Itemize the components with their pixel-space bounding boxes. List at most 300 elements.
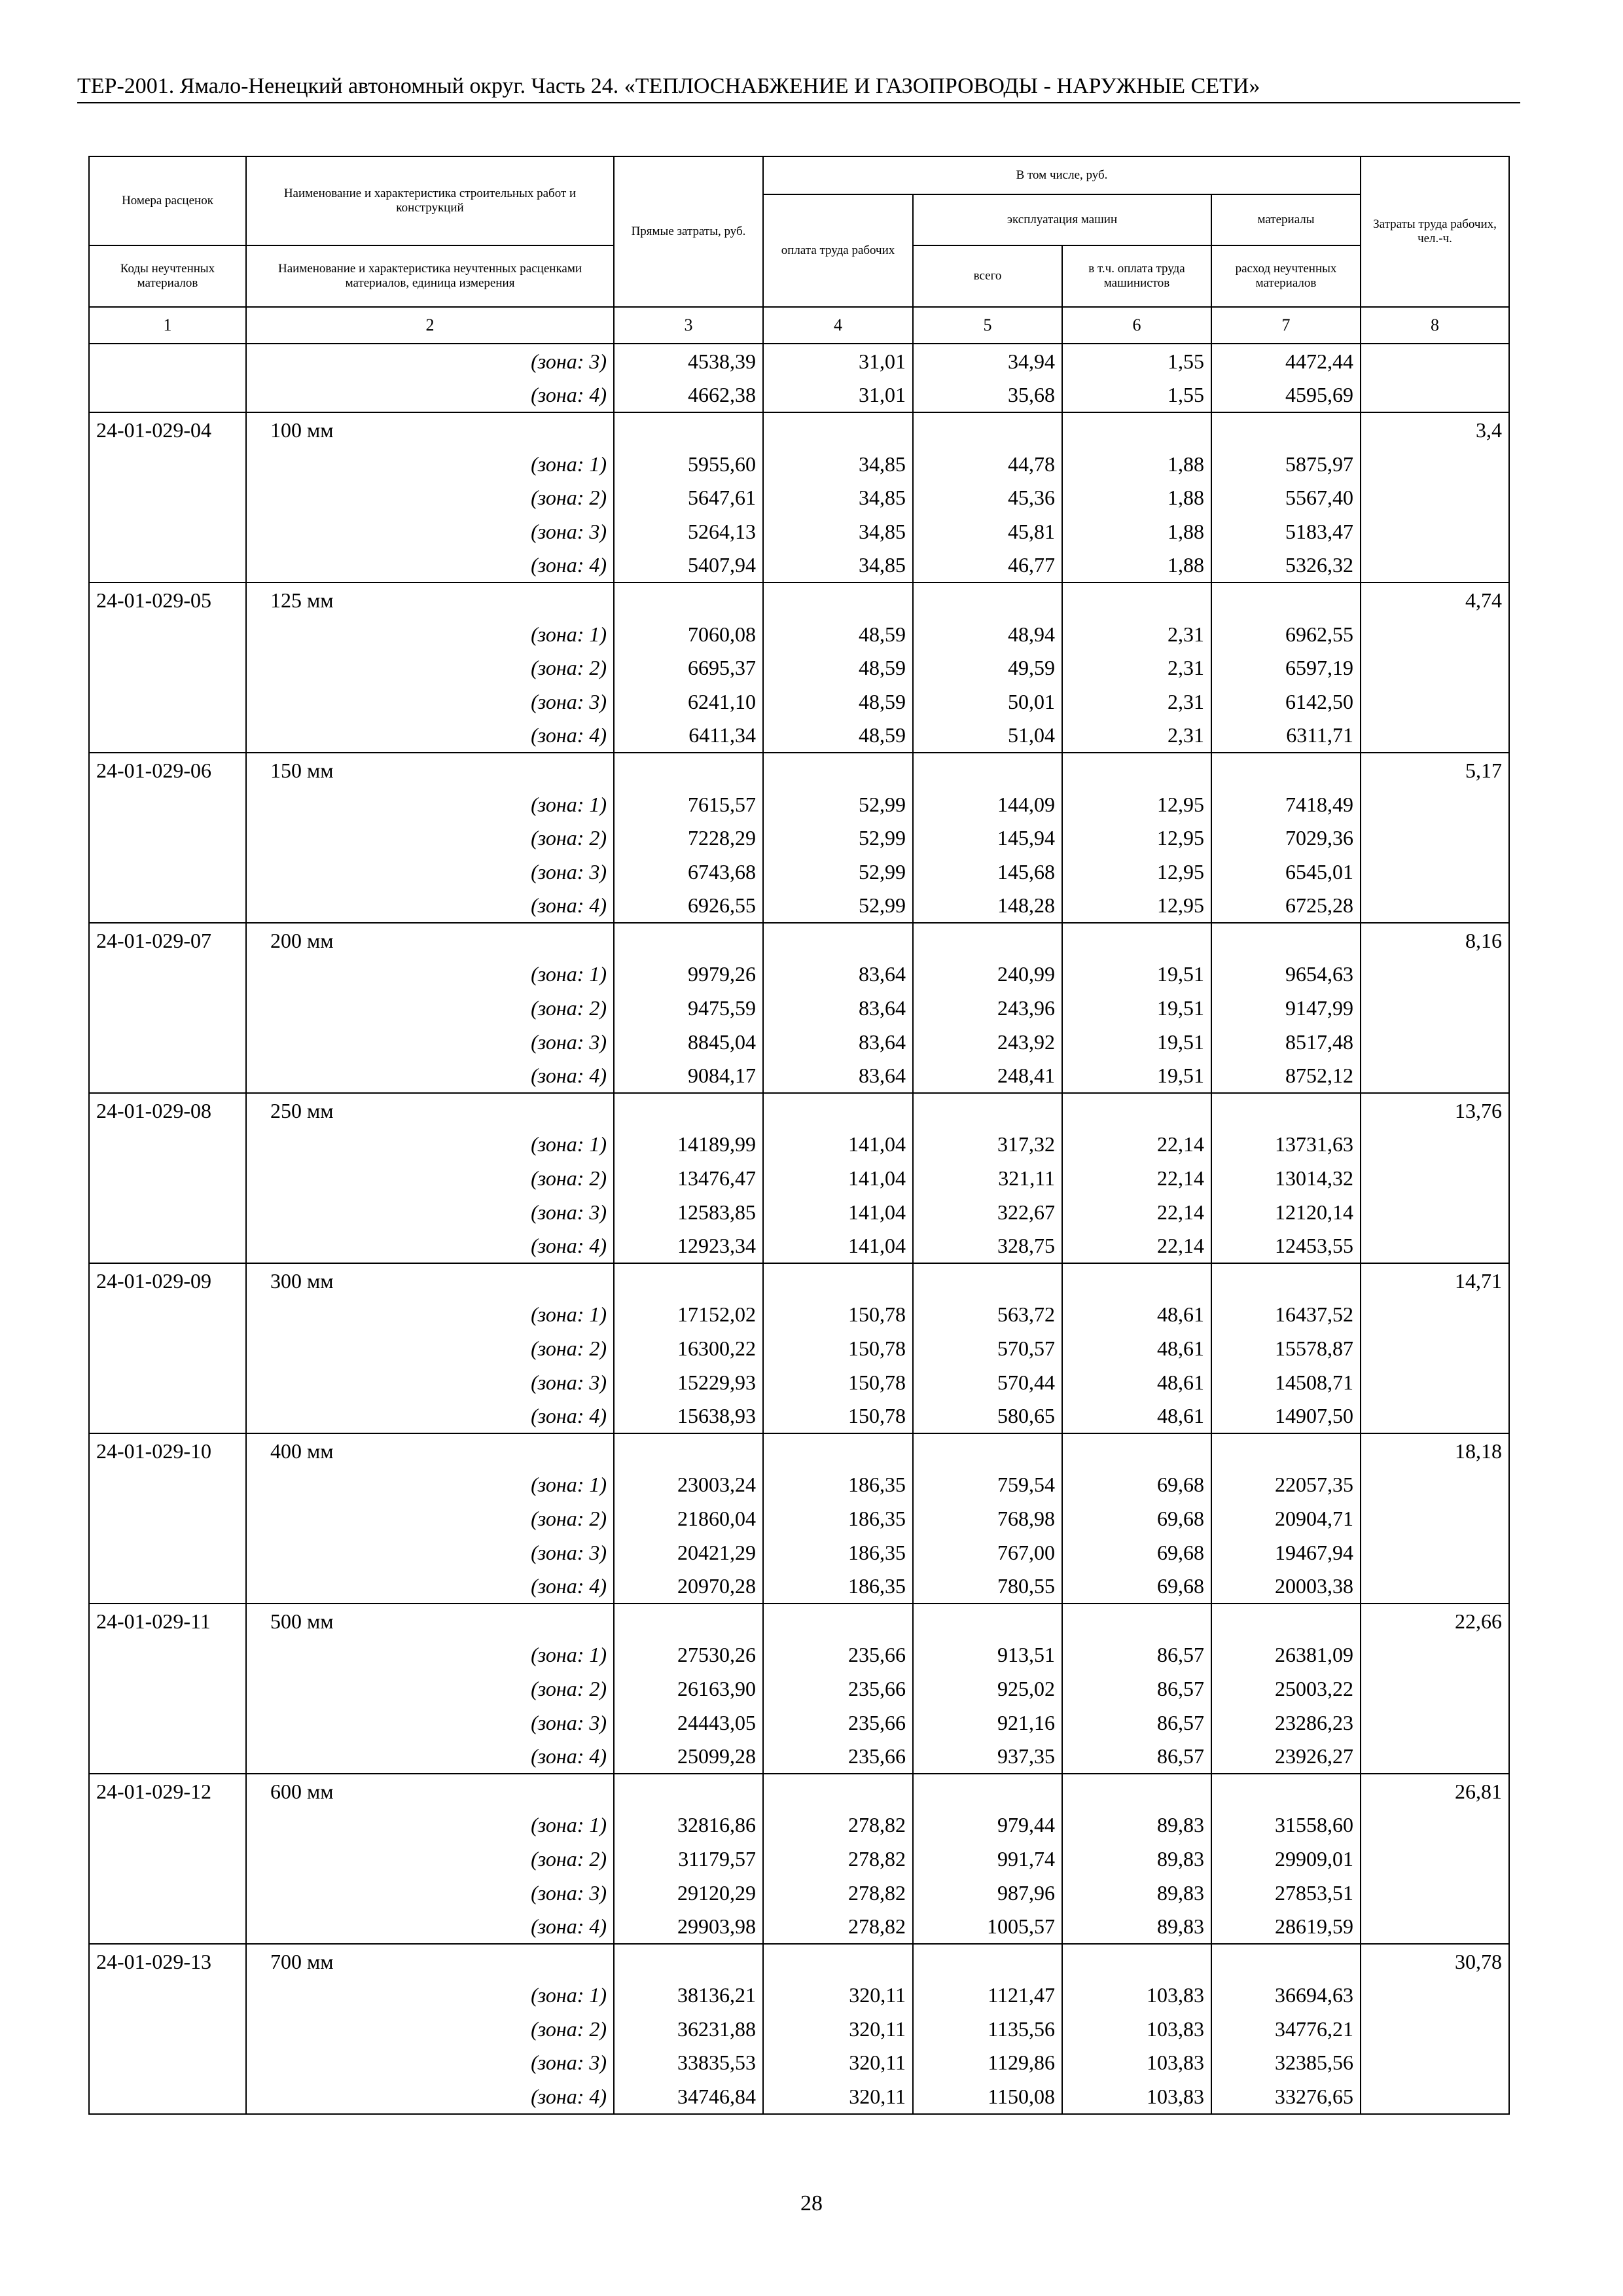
materials-cost: 8752,12 (1211, 1058, 1361, 1093)
machines-total: 148,28 (913, 889, 1062, 924)
work-name: (зона: 1) (246, 958, 614, 992)
materials-cost: 31558,60 (1211, 1808, 1361, 1842)
operator-pay: 103,83 (1062, 2079, 1211, 2114)
work-name: (зона: 3) (246, 685, 614, 719)
operator-pay (1062, 1093, 1211, 1128)
machines-total: 50,01 (913, 685, 1062, 719)
materials-cost: 6142,50 (1211, 685, 1361, 719)
column-number: 1 (89, 307, 246, 344)
direct-costs (614, 1604, 763, 1638)
table-row (89, 2046, 1509, 2080)
direct-costs: 15638,93 (614, 1399, 763, 1433)
operator-pay (1062, 412, 1211, 447)
labor-hours (1361, 787, 1509, 821)
materials-cost: 6545,01 (1211, 855, 1361, 889)
direct-costs: 9084,17 (614, 1058, 763, 1093)
work-name: (зона: 2) (246, 991, 614, 1025)
labor-hours (1361, 447, 1509, 481)
work-name: (зона: 2) (246, 1331, 614, 1365)
column-numbers-row (89, 307, 1509, 344)
labor-hours: 13,76 (1361, 1093, 1509, 1128)
rate-code (89, 1128, 246, 1162)
labor-hours (1361, 1365, 1509, 1399)
rate-code (89, 1569, 246, 1604)
table-row (89, 787, 1509, 821)
direct-costs: 24443,05 (614, 1706, 763, 1740)
operator-pay: 19,51 (1062, 1058, 1211, 1093)
table-row (89, 889, 1509, 924)
operator-pay: 1,55 (1062, 344, 1211, 378)
labor-pay (763, 923, 913, 958)
work-name: (зона: 2) (246, 1501, 614, 1535)
materials-cost: 9654,63 (1211, 958, 1361, 992)
rate-code (89, 1909, 246, 1944)
direct-costs (614, 1433, 763, 1468)
machines-total (913, 753, 1062, 787)
table-row (89, 1774, 1509, 1808)
rate-code (89, 1161, 246, 1195)
work-name: (зона: 4) (246, 1399, 614, 1433)
work-name: (зона: 1) (246, 1298, 614, 1332)
operator-pay: 22,14 (1062, 1195, 1211, 1229)
labor-pay: 186,35 (763, 1569, 913, 1604)
work-name: 600 мм (246, 1774, 614, 1808)
operator-pay: 69,68 (1062, 1535, 1211, 1570)
materials-cost: 6597,19 (1211, 651, 1361, 685)
header-material-name: Наименование и характеристика неучтенных расценками материалов, единица измерения (246, 245, 614, 307)
header-materials: материалы (1211, 194, 1361, 245)
table-row (89, 1229, 1509, 1263)
rate-code (89, 685, 246, 719)
work-name: (зона: 4) (246, 1569, 614, 1604)
labor-hours (1361, 1229, 1509, 1263)
operator-pay: 19,51 (1062, 958, 1211, 992)
table-body (89, 344, 1509, 2114)
direct-costs: 7060,08 (614, 617, 763, 651)
machines-total: 1150,08 (913, 2079, 1062, 2114)
rate-code (89, 1739, 246, 1774)
rate-code: 24-01-029-05 (89, 583, 246, 617)
work-name: 100 мм (246, 412, 614, 447)
materials-cost: 6311,71 (1211, 719, 1361, 753)
operator-pay: 2,31 (1062, 617, 1211, 651)
work-name: (зона: 3) (246, 1025, 614, 1059)
direct-costs: 31179,57 (614, 1842, 763, 1876)
operator-pay: 1,55 (1062, 378, 1211, 413)
labor-pay: 52,99 (763, 889, 913, 924)
direct-costs: 15229,93 (614, 1365, 763, 1399)
labor-pay (763, 412, 913, 447)
work-name: (зона: 1) (246, 1808, 614, 1842)
materials-cost: 20904,71 (1211, 1501, 1361, 1535)
labor-pay: 320,11 (763, 2012, 913, 2046)
machines-total: 570,44 (913, 1365, 1062, 1399)
table-row (89, 1501, 1509, 1535)
labor-pay: 34,85 (763, 480, 913, 514)
machines-total: 144,09 (913, 787, 1062, 821)
rate-code (89, 1706, 246, 1740)
rate-code (89, 1331, 246, 1365)
header-direct-costs: Прямые затраты, руб. (614, 156, 763, 307)
direct-costs (614, 583, 763, 617)
machines-total: 248,41 (913, 1058, 1062, 1093)
machines-total: 243,96 (913, 991, 1062, 1025)
direct-costs: 20970,28 (614, 1569, 763, 1604)
operator-pay: 69,68 (1062, 1468, 1211, 1502)
labor-hours: 5,17 (1361, 753, 1509, 787)
direct-costs: 32816,86 (614, 1808, 763, 1842)
operator-pay: 48,61 (1062, 1298, 1211, 1332)
materials-cost: 25003,22 (1211, 1672, 1361, 1706)
labor-pay: 48,59 (763, 651, 913, 685)
materials-cost: 14508,71 (1211, 1365, 1361, 1399)
machines-total: 145,68 (913, 855, 1062, 889)
materials-cost: 26381,09 (1211, 1638, 1361, 1672)
rate-code (89, 1365, 246, 1399)
work-name: (зона: 4) (246, 1909, 614, 1944)
column-number: 8 (1361, 307, 1509, 344)
materials-cost: 16437,52 (1211, 1298, 1361, 1332)
materials-cost: 13014,32 (1211, 1161, 1361, 1195)
labor-pay: 83,64 (763, 991, 913, 1025)
direct-costs: 23003,24 (614, 1468, 763, 1502)
direct-costs: 6241,10 (614, 685, 763, 719)
materials-cost: 9147,99 (1211, 991, 1361, 1025)
labor-hours (1361, 1399, 1509, 1433)
materials-cost: 22057,35 (1211, 1468, 1361, 1502)
labor-pay: 235,66 (763, 1706, 913, 1740)
table-row (89, 1468, 1509, 1502)
rate-code (89, 855, 246, 889)
table-row (89, 1535, 1509, 1570)
machines-total: 925,02 (913, 1672, 1062, 1706)
table-row (89, 1093, 1509, 1128)
machines-total: 570,57 (913, 1331, 1062, 1365)
direct-costs: 25099,28 (614, 1739, 763, 1774)
materials-cost: 34776,21 (1211, 2012, 1361, 2046)
direct-costs: 29903,98 (614, 1909, 763, 1944)
rate-code (89, 514, 246, 548)
machines-total: 580,65 (913, 1399, 1062, 1433)
materials-cost: 5326,32 (1211, 548, 1361, 583)
labor-hours (1361, 1706, 1509, 1740)
operator-pay: 19,51 (1062, 1025, 1211, 1059)
labor-pay: 141,04 (763, 1128, 913, 1162)
work-name: (зона: 3) (246, 1706, 614, 1740)
labor-hours (1361, 514, 1509, 548)
labor-pay (763, 1433, 913, 1468)
rate-code (89, 447, 246, 481)
work-name: 500 мм (246, 1604, 614, 1638)
direct-costs: 13476,47 (614, 1161, 763, 1195)
operator-pay: 2,31 (1062, 719, 1211, 753)
table-row (89, 2079, 1509, 2114)
operator-pay: 12,95 (1062, 787, 1211, 821)
labor-hours (1361, 958, 1509, 992)
work-name: (зона: 4) (246, 1229, 614, 1263)
work-name: (зона: 3) (246, 344, 614, 378)
materials-cost: 6962,55 (1211, 617, 1361, 651)
operator-pay: 2,31 (1062, 651, 1211, 685)
machines-total: 979,44 (913, 1808, 1062, 1842)
header-including: В том числе, руб. (763, 156, 1361, 194)
machines-total: 987,96 (913, 1876, 1062, 1910)
table-row (89, 1604, 1509, 1638)
table-row (89, 1058, 1509, 1093)
materials-cost: 4595,69 (1211, 378, 1361, 413)
work-name: (зона: 3) (246, 2046, 614, 2080)
labor-pay: 52,99 (763, 787, 913, 821)
labor-hours (1361, 1501, 1509, 1535)
rate-code (89, 719, 246, 753)
column-number: 2 (246, 307, 614, 344)
header-rate-numbers: Номера расценок (89, 156, 246, 245)
operator-pay: 89,83 (1062, 1808, 1211, 1842)
labor-hours (1361, 2046, 1509, 2080)
rate-code (89, 1501, 246, 1535)
labor-pay: 235,66 (763, 1638, 913, 1672)
operator-pay: 103,83 (1062, 1979, 1211, 2013)
labor-pay: 31,01 (763, 378, 913, 413)
materials-cost (1211, 1944, 1361, 1979)
machines-total: 1129,86 (913, 2046, 1062, 2080)
operator-pay: 22,14 (1062, 1161, 1211, 1195)
operator-pay: 1,88 (1062, 447, 1211, 481)
rate-code (89, 1399, 246, 1433)
machines-total: 913,51 (913, 1638, 1062, 1672)
labor-hours (1361, 685, 1509, 719)
labor-hours: 26,81 (1361, 1774, 1509, 1808)
rate-code (89, 889, 246, 924)
machines-total (913, 412, 1062, 447)
table-row (89, 447, 1509, 481)
labor-pay: 235,66 (763, 1672, 913, 1706)
column-number: 3 (614, 307, 763, 344)
labor-pay: 150,78 (763, 1298, 913, 1332)
table-row (89, 923, 1509, 958)
operator-pay: 1,88 (1062, 548, 1211, 583)
rate-code (89, 617, 246, 651)
materials-cost: 5567,40 (1211, 480, 1361, 514)
rate-code (89, 2079, 246, 2114)
operator-pay (1062, 1604, 1211, 1638)
work-name: 250 мм (246, 1093, 614, 1128)
labor-pay: 34,85 (763, 447, 913, 481)
direct-costs: 5955,60 (614, 447, 763, 481)
materials-cost: 12453,55 (1211, 1229, 1361, 1263)
labor-pay (763, 1093, 913, 1128)
labor-hours (1361, 2012, 1509, 2046)
materials-cost: 23286,23 (1211, 1706, 1361, 1740)
materials-cost: 14907,50 (1211, 1399, 1361, 1433)
materials-cost (1211, 753, 1361, 787)
direct-costs (614, 1774, 763, 1808)
machines-total: 563,72 (913, 1298, 1062, 1332)
operator-pay: 89,83 (1062, 1909, 1211, 1944)
table-row (89, 855, 1509, 889)
table-row (89, 1876, 1509, 1910)
operator-pay: 103,83 (1062, 2046, 1211, 2080)
rate-code (89, 548, 246, 583)
machines-total: 780,55 (913, 1569, 1062, 1604)
work-name: (зона: 4) (246, 719, 614, 753)
machines-total: 759,54 (913, 1468, 1062, 1502)
table-row (89, 1331, 1509, 1365)
materials-cost: 12120,14 (1211, 1195, 1361, 1229)
direct-costs: 34746,84 (614, 2079, 763, 2114)
table-row (89, 1979, 1509, 2013)
work-name: (зона: 2) (246, 480, 614, 514)
machines-total: 35,68 (913, 378, 1062, 413)
materials-cost: 19467,94 (1211, 1535, 1361, 1570)
rate-code (89, 480, 246, 514)
operator-pay: 2,31 (1062, 685, 1211, 719)
work-name: 700 мм (246, 1944, 614, 1979)
table-row (89, 1842, 1509, 1876)
work-name: 150 мм (246, 753, 614, 787)
labor-hours (1361, 821, 1509, 855)
materials-cost: 5183,47 (1211, 514, 1361, 548)
work-name: 300 мм (246, 1263, 614, 1298)
direct-costs: 6743,68 (614, 855, 763, 889)
operator-pay (1062, 753, 1211, 787)
work-name: (зона: 4) (246, 378, 614, 413)
work-name: (зона: 2) (246, 651, 614, 685)
direct-costs: 6411,34 (614, 719, 763, 753)
machines-total: 937,35 (913, 1739, 1062, 1774)
direct-costs: 16300,22 (614, 1331, 763, 1365)
labor-pay: 320,11 (763, 1979, 913, 2013)
table-row (89, 1365, 1509, 1399)
labor-pay: 186,35 (763, 1535, 913, 1570)
rate-code: 24-01-029-12 (89, 1774, 246, 1808)
materials-cost: 33276,65 (1211, 2079, 1361, 2114)
direct-costs: 12923,34 (614, 1229, 763, 1263)
labor-pay: 48,59 (763, 685, 913, 719)
table-row (89, 1706, 1509, 1740)
work-name: (зона: 2) (246, 1672, 614, 1706)
work-name: (зона: 2) (246, 821, 614, 855)
machines-total: 145,94 (913, 821, 1062, 855)
machines-total: 767,00 (913, 1535, 1062, 1570)
labor-hours (1361, 1058, 1509, 1093)
work-name: (зона: 2) (246, 2012, 614, 2046)
work-name: (зона: 1) (246, 1468, 614, 1502)
rate-code (89, 1808, 246, 1842)
machines-total (913, 1944, 1062, 1979)
machines-total: 51,04 (913, 719, 1062, 753)
direct-costs (614, 923, 763, 958)
rate-code: 24-01-029-13 (89, 1944, 246, 1979)
work-name: (зона: 1) (246, 787, 614, 821)
labor-hours: 22,66 (1361, 1604, 1509, 1638)
rate-code (89, 2046, 246, 2080)
rate-code (89, 1876, 246, 1910)
table-row (89, 719, 1509, 753)
machines-total: 321,11 (913, 1161, 1062, 1195)
table-row (89, 2012, 1509, 2046)
column-number: 7 (1211, 307, 1361, 344)
rate-code (89, 1229, 246, 1263)
machines-total: 1135,56 (913, 2012, 1062, 2046)
operator-pay: 86,57 (1062, 1739, 1211, 1774)
materials-cost: 15578,87 (1211, 1331, 1361, 1365)
direct-costs: 5264,13 (614, 514, 763, 548)
direct-costs (614, 412, 763, 447)
work-name: (зона: 3) (246, 1876, 614, 1910)
direct-costs: 7615,57 (614, 787, 763, 821)
labor-hours (1361, 1638, 1509, 1672)
labor-pay: 34,85 (763, 514, 913, 548)
direct-costs (614, 1093, 763, 1128)
materials-cost: 27853,51 (1211, 1876, 1361, 1910)
table-row (89, 1569, 1509, 1604)
direct-costs: 17152,02 (614, 1298, 763, 1332)
labor-pay: 31,01 (763, 344, 913, 378)
machines-total: 49,59 (913, 651, 1062, 685)
direct-costs: 29120,29 (614, 1876, 763, 1910)
table-row (89, 1195, 1509, 1229)
operator-pay: 12,95 (1062, 821, 1211, 855)
table-row (89, 651, 1509, 685)
operator-pay: 69,68 (1062, 1569, 1211, 1604)
table-row (89, 1161, 1509, 1195)
labor-pay (763, 1604, 913, 1638)
direct-costs: 33835,53 (614, 2046, 763, 2080)
rate-code (89, 991, 246, 1025)
table-row (89, 821, 1509, 855)
operator-pay: 19,51 (1062, 991, 1211, 1025)
materials-cost: 32385,56 (1211, 2046, 1361, 2080)
labor-hours (1361, 1842, 1509, 1876)
direct-costs: 21860,04 (614, 1501, 763, 1535)
direct-costs: 26163,90 (614, 1672, 763, 1706)
rate-code (89, 787, 246, 821)
work-name: (зона: 3) (246, 1535, 614, 1570)
materials-cost (1211, 1774, 1361, 1808)
operator-pay (1062, 1263, 1211, 1298)
direct-costs: 14189,99 (614, 1128, 763, 1162)
rate-code: 24-01-029-07 (89, 923, 246, 958)
materials-cost: 5875,97 (1211, 447, 1361, 481)
rate-code (89, 1672, 246, 1706)
direct-costs: 38136,21 (614, 1979, 763, 2013)
header-operator-pay: в т.ч. оплата труда машинистов (1062, 245, 1211, 307)
header-work-name: Наименование и характеристика строительных работ и конструкций (246, 156, 614, 245)
materials-cost (1211, 1093, 1361, 1128)
operator-pay: 12,95 (1062, 855, 1211, 889)
direct-costs: 6926,55 (614, 889, 763, 924)
labor-hours (1361, 1468, 1509, 1502)
rate-code (89, 651, 246, 685)
operator-pay: 48,61 (1062, 1331, 1211, 1365)
labor-pay (763, 1774, 913, 1808)
rate-code: 24-01-029-06 (89, 753, 246, 787)
table-row (89, 548, 1509, 583)
labor-pay: 48,59 (763, 719, 913, 753)
labor-hours: 30,78 (1361, 1944, 1509, 1979)
table-row (89, 1433, 1509, 1468)
table-row (89, 1128, 1509, 1162)
labor-hours (1361, 855, 1509, 889)
labor-hours (1361, 1876, 1509, 1910)
operator-pay: 89,83 (1062, 1842, 1211, 1876)
machines-total: 240,99 (913, 958, 1062, 992)
direct-costs: 12583,85 (614, 1195, 763, 1229)
direct-costs: 27530,26 (614, 1638, 763, 1672)
work-name: 200 мм (246, 923, 614, 958)
table-row (89, 378, 1509, 413)
